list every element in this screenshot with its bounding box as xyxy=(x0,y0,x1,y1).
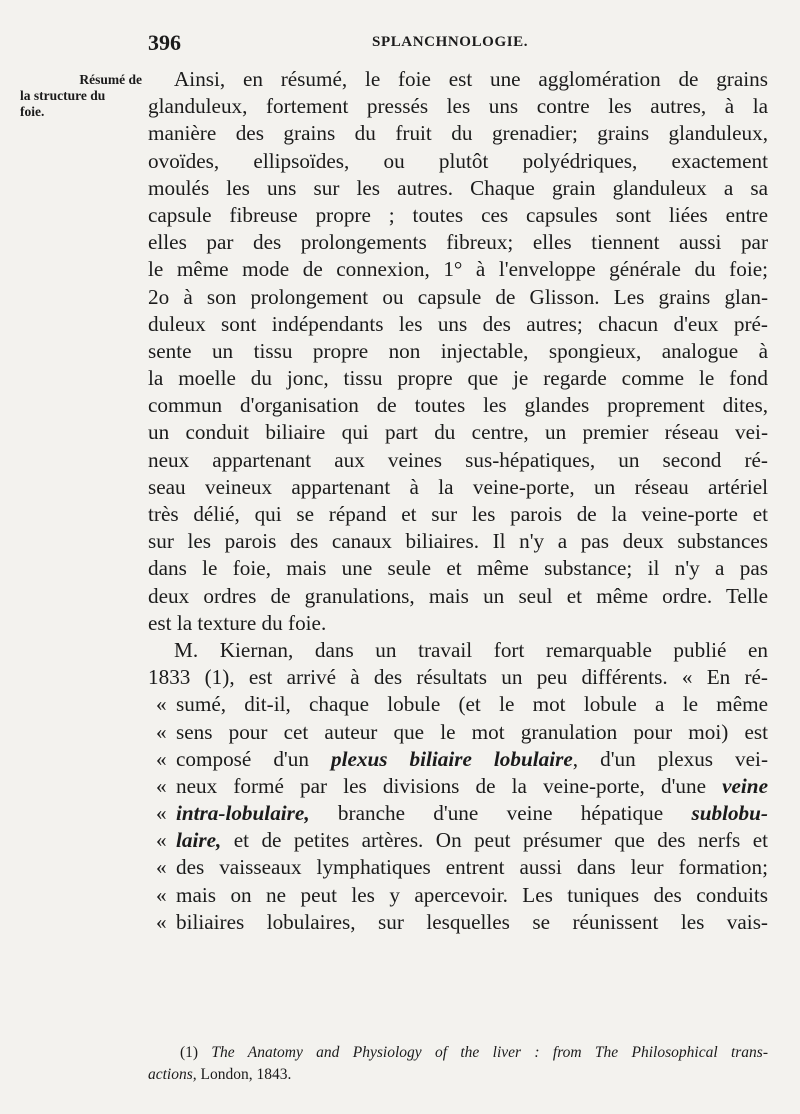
quote-line xyxy=(148,909,768,936)
footnote-line xyxy=(148,1042,768,1064)
italic-term: veine xyxy=(722,773,768,798)
quote-mark: « xyxy=(156,773,167,798)
margin-note-line: la structure du xyxy=(20,88,106,103)
quote-mark: « xyxy=(156,828,167,853)
italic-term: laire, xyxy=(176,828,222,853)
quote-text: biliaires lobulaires, sur lesquelles se réunissent les vais- xyxy=(176,909,768,934)
text-line: 2o à son prolongement ou capsule de Glisson. Les grains glan- xyxy=(148,284,768,309)
footnote-title: actions, xyxy=(148,1066,197,1083)
text-line: 1833 (1), est arrivé à des résultats un peu différents. « En ré- xyxy=(148,665,768,690)
margin-note xyxy=(20,72,148,120)
quote-text: sens pour cet auteur que le mot granulation pour moi) est xyxy=(176,719,768,744)
italic-term: sublobu- xyxy=(691,801,768,826)
text-line: est la texture du foie. xyxy=(148,610,327,635)
text-line: seau veineux appartenant à la veine-porte, un réseau artériel xyxy=(148,474,768,499)
text-line: dans le foie, mais une seule et même substance; il n'y a pas xyxy=(148,556,768,581)
quote-line xyxy=(148,691,768,718)
quote-line xyxy=(148,719,768,746)
quote-mark: « xyxy=(156,692,167,717)
quote-text: des vaisseaux lymphatiques entrent aussi dans leur formation; xyxy=(176,855,768,880)
text-line: duleux sont indépendants les uns des autres; chacun d'eux pré- xyxy=(148,311,768,336)
footnote xyxy=(148,1042,768,1086)
footnote-text: London, 1843. xyxy=(196,1066,292,1083)
quote-line xyxy=(148,746,768,773)
quote-line xyxy=(148,827,768,854)
quote-mark: « xyxy=(156,882,167,907)
text-line: capsule fibreuse propre ; toutes ces capsules sont liées entre xyxy=(148,202,768,227)
text-line: le même mode de connexion, 1° à l'enveloppe générale du foie; xyxy=(148,257,768,282)
running-head: SPLANCHNOLOGIE. xyxy=(372,34,529,50)
quote-text: neux formé par les divisions de la veine-porte, d'une xyxy=(176,773,723,798)
text-line: sur les parois des canaux biliaires. Il n'y a pas deux substances xyxy=(148,529,768,554)
text-line: deux ordres de granulations, mais un seul et même ordre. Telle xyxy=(148,583,768,608)
footnote-marker: (1) xyxy=(180,1044,212,1061)
quote-mark: « xyxy=(156,746,167,771)
text-line: elles par des prolongements fibreux; elles tiennent aussi par xyxy=(148,230,768,255)
quote-mark: « xyxy=(156,719,167,744)
quote-mark: « xyxy=(156,801,167,826)
quote-text: mais on ne peut les y apercevoir. Les tuniques des conduits xyxy=(176,882,768,907)
margin-note-line: foie. xyxy=(20,104,45,119)
quote-line xyxy=(148,800,768,827)
quote-text: composé d'un xyxy=(176,746,331,771)
quote-mark: « xyxy=(156,855,167,880)
quote-line xyxy=(148,773,768,800)
quote-text: branche d'une veine hépatique xyxy=(309,801,692,826)
text-line: glanduleux, fortement pressés les uns contre les autres, à la xyxy=(148,94,768,119)
quote-line xyxy=(148,882,768,909)
text-line: ovoïdes, ellipsoïdes, ou plutôt polyédriques, exactement xyxy=(148,148,768,173)
quote-mark: « xyxy=(156,909,167,934)
footnote-title: The Anatomy and Physiology of the liver : from The Philosophical trans- xyxy=(211,1044,769,1061)
margin-note-line: Résumé de xyxy=(79,72,142,87)
text-line: M. Kiernan, dans un travail fort remarquable publié en xyxy=(174,637,768,662)
text-line: sente un tissu propre non injectable, spongieux, analogue à xyxy=(148,338,768,363)
quote-text: sumé, dit-il, chaque lobule (et le mot lobule a le même xyxy=(176,692,768,717)
italic-term: intra-lobulaire, xyxy=(176,801,310,826)
body-text xyxy=(148,66,768,936)
footnote-line xyxy=(148,1064,768,1086)
text-line: moulés les uns sur les autres. Chaque grain glanduleux a sa xyxy=(148,175,768,200)
text-line: manière des grains du fruit du grenadier; grains glanduleux, xyxy=(148,121,768,146)
text-line: Ainsi, en résumé, le foie est une agglomération de grains xyxy=(174,67,768,91)
quote-text: , d'un plexus vei- xyxy=(572,746,769,771)
text-line: neux appartenant aux veines sus-hépatiques, un second ré- xyxy=(148,447,768,472)
text-line: commun d'organisation de toutes les glandes proprement dites, xyxy=(148,393,768,418)
text-line: très délié, qui se répand et sur les parois de la veine-porte et xyxy=(148,502,768,526)
text-line: un conduit biliaire qui part du centre, un premier réseau vei- xyxy=(148,420,768,445)
quote-line xyxy=(148,854,768,881)
quote-text: et de petites artères. On peut présumer que des nerfs et xyxy=(221,828,768,853)
text-line: la moelle du jonc, tissu propre que je regarde comme le fond xyxy=(148,366,768,391)
page-number: 396 xyxy=(148,30,181,55)
italic-term: plexus biliaire lobulaire xyxy=(330,746,573,771)
